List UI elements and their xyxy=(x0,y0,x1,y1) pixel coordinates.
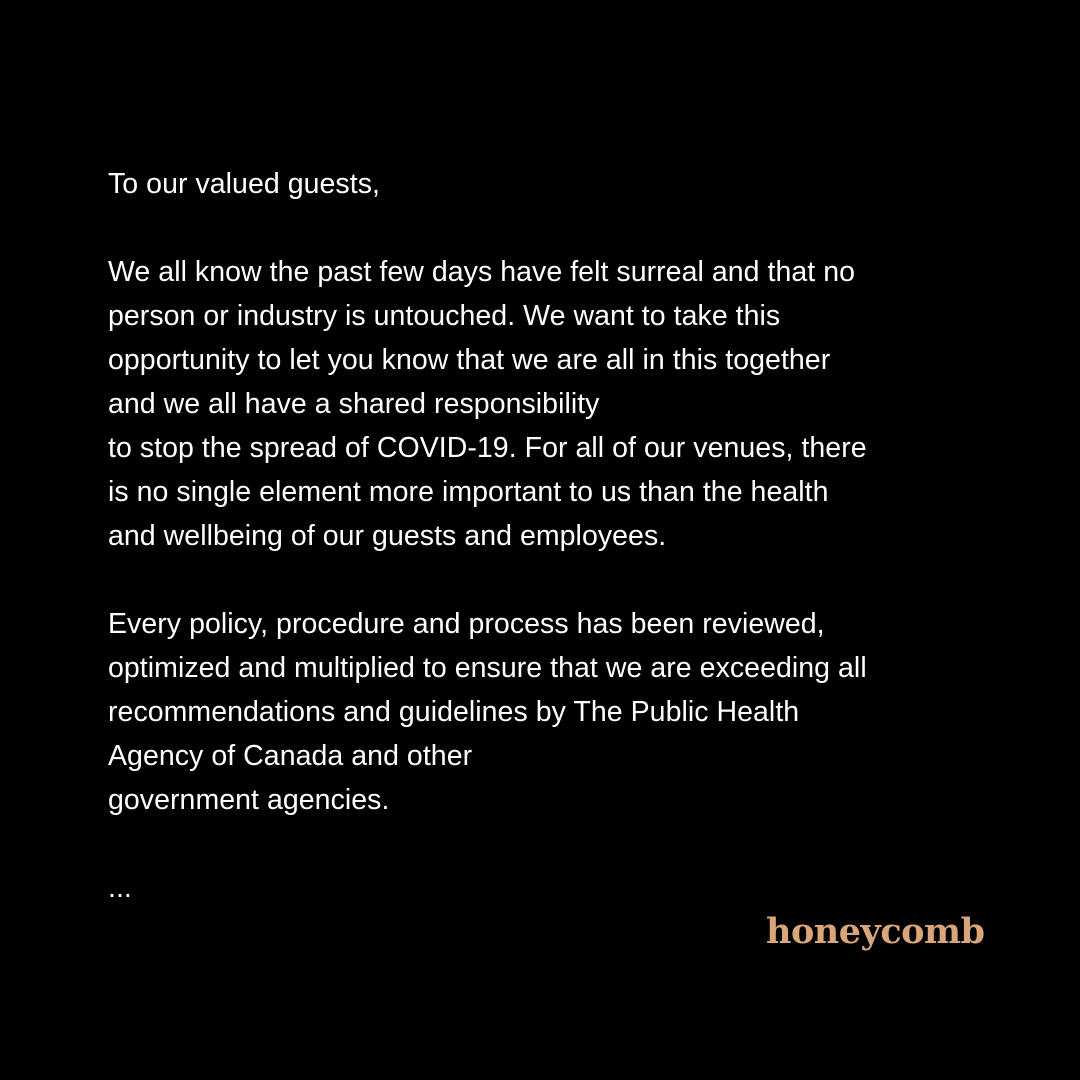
paragraph-2-line: optimized and multiplied to ensure that we are exceeding all xyxy=(108,652,867,684)
paragraph-spacer xyxy=(108,822,988,866)
ellipsis: ... xyxy=(108,872,132,904)
honeycomb-logo: honeycomb xyxy=(766,911,985,952)
letter-body xyxy=(108,162,988,910)
paragraph-2-line: government agencies. xyxy=(108,784,390,816)
paragraph-2-line: Every policy, procedure and process has been reviewed, xyxy=(108,608,825,640)
paragraph-1-line: and we all have a shared responsibility xyxy=(108,388,600,420)
paragraph-2-line: Agency of Canada and other xyxy=(108,740,473,772)
paragraph-2-line: recommendations and guidelines by The Public Health xyxy=(108,696,800,728)
paragraph-1-line: is no single element more important to us than the health xyxy=(108,476,829,508)
paragraph-1-line: We all know the past few days have felt surreal and that no xyxy=(108,256,856,288)
paragraph-1-line: to stop the spread of COVID-19. For all of our venues, there xyxy=(108,432,867,464)
paragraph-1-line: opportunity to let you know that we are all in this together xyxy=(108,344,831,376)
paragraph-1-line: person or industry is untouched. We want to take this xyxy=(108,300,781,332)
paragraph-1-line: and wellbeing of our guests and employees. xyxy=(108,520,667,552)
paragraph-1 xyxy=(108,250,988,558)
salutation: To our valued guests, xyxy=(108,168,380,200)
paragraph-2 xyxy=(108,602,988,822)
paragraph-spacer xyxy=(108,558,988,602)
paragraph-spacer xyxy=(108,206,988,250)
